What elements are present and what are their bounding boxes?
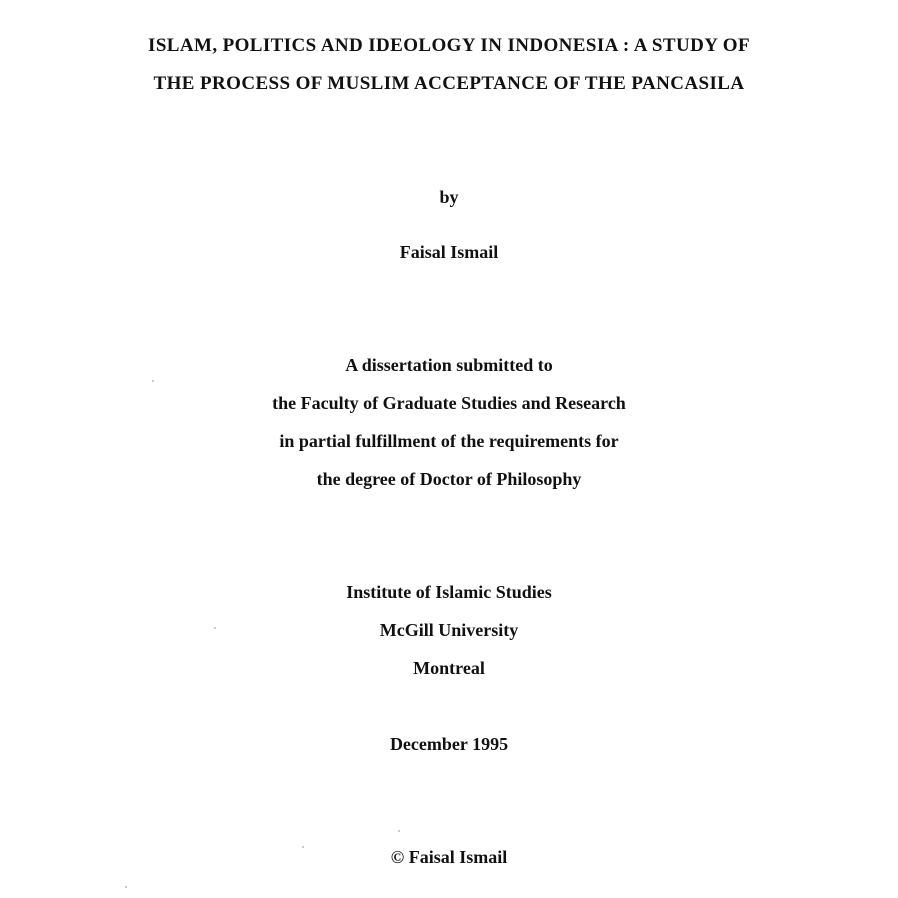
- submission-line-1: A dissertation submitted to: [345, 355, 553, 375]
- title-line-1: ISLAM, POLITICS AND IDEOLOGY IN INDONESIA : A STUDY OF: [148, 35, 750, 56]
- submission-line-2: the Faculty of Graduate Studies and Research: [272, 393, 626, 413]
- scan-speck: [398, 830, 400, 832]
- scan-speck: [125, 886, 127, 888]
- copyright-notice: © Faisal Ismail: [390, 847, 508, 867]
- title-line-2: THE PROCESS OF MUSLIM ACCEPTANCE OF THE PANCASILA: [153, 73, 745, 94]
- institute-name: Institute of Islamic Studies: [346, 582, 552, 602]
- scan-speck: [152, 380, 154, 382]
- submission-line-4: the degree of Doctor of Philosophy: [316, 469, 582, 489]
- author-name: Faisal Ismail: [399, 242, 499, 262]
- submission-line-3: in partial fulfillment of the requirements for: [279, 431, 619, 451]
- city-name: Montreal: [413, 658, 485, 678]
- scan-speck: [302, 846, 304, 848]
- byline-by: by: [439, 187, 459, 207]
- submission-date: December 1995: [389, 734, 509, 754]
- scan-speck: [214, 627, 216, 629]
- university-name: McGill University: [379, 620, 519, 640]
